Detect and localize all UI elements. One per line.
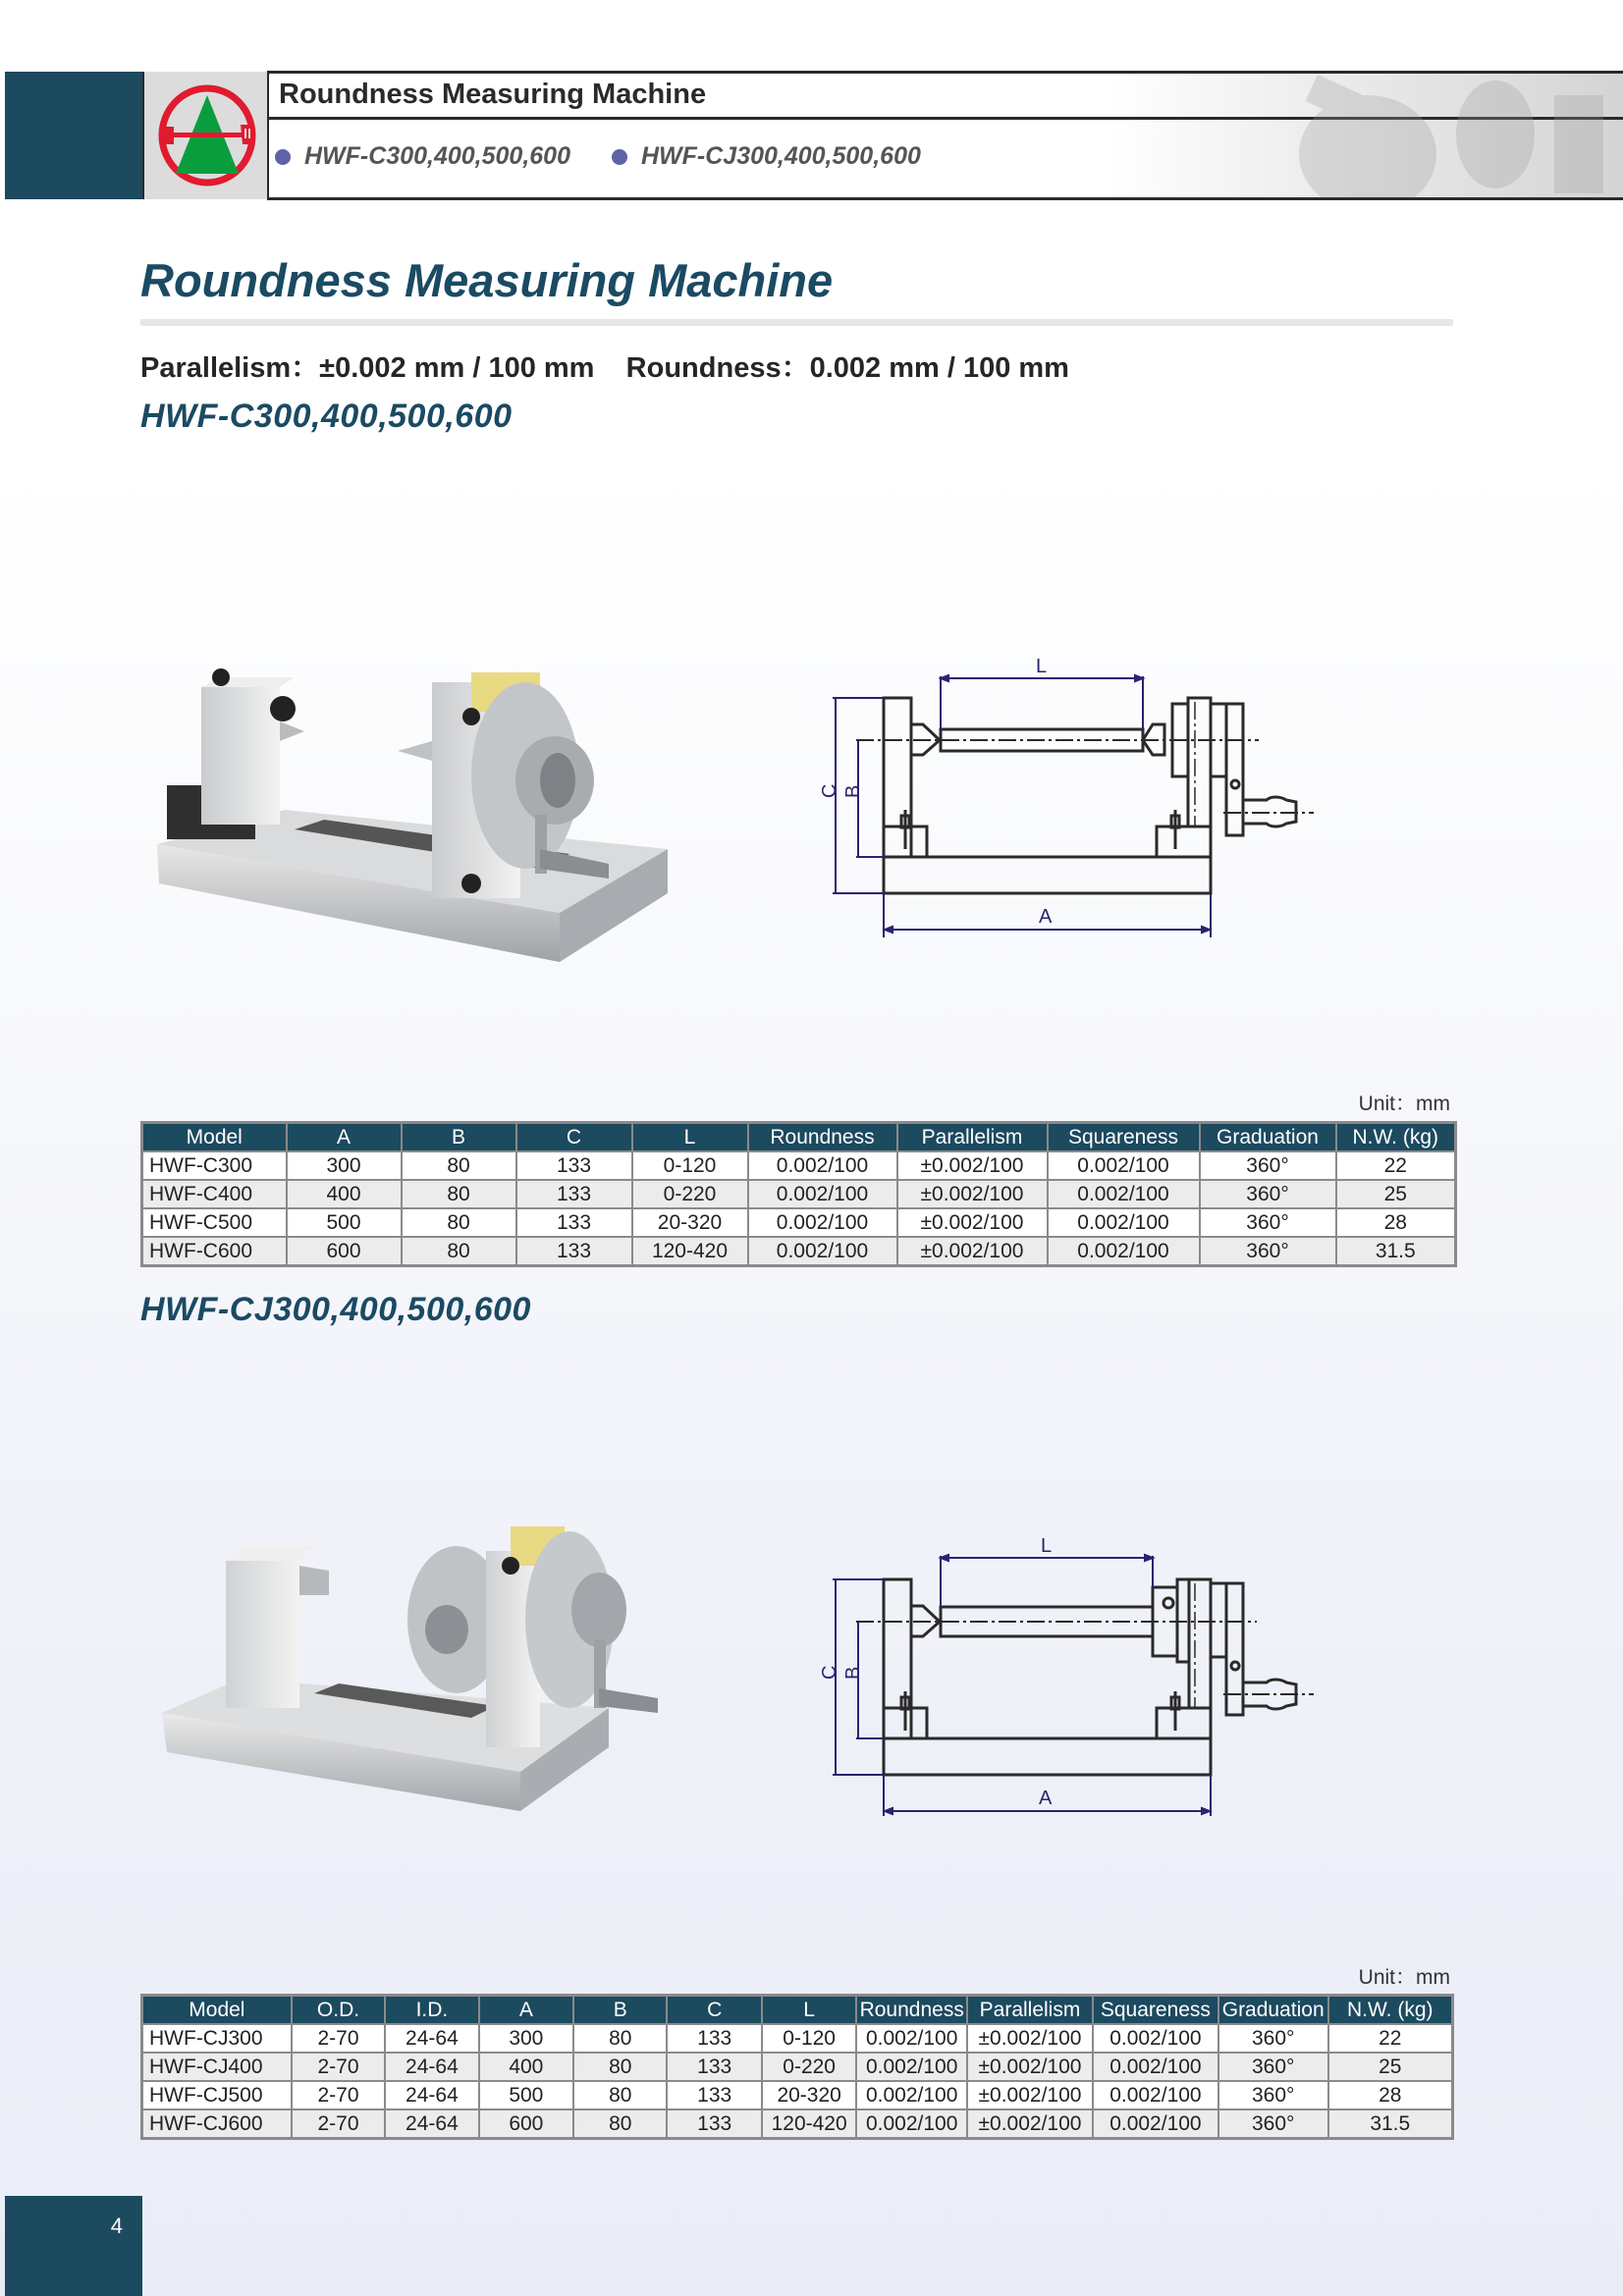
cell: 80 bbox=[573, 2053, 667, 2081]
cell: 80 bbox=[402, 1208, 516, 1237]
cell: 0.002/100 bbox=[1048, 1151, 1200, 1180]
cell: 360° bbox=[1218, 2081, 1328, 2109]
table-row bbox=[142, 2024, 1453, 2053]
cell: 133 bbox=[516, 1180, 632, 1208]
cell: 31.5 bbox=[1328, 2109, 1453, 2139]
cell: 133 bbox=[667, 2109, 761, 2139]
cell: 600 bbox=[479, 2109, 573, 2139]
hwf-logo-icon bbox=[156, 83, 258, 187]
cell-model: HWF-CJ600 bbox=[142, 2109, 292, 2139]
spec-table-c bbox=[140, 1121, 1457, 1267]
table-row bbox=[142, 1151, 1456, 1180]
cell: 0.002/100 bbox=[1093, 2053, 1218, 2081]
col-header: Parallelism bbox=[897, 1123, 1048, 1152]
spec-table-cj bbox=[140, 1994, 1454, 2140]
cell: 133 bbox=[516, 1208, 632, 1237]
cell-model: HWF-CJ400 bbox=[142, 2053, 292, 2081]
col-header: Squareness bbox=[1093, 1996, 1218, 2025]
cell: 0.002/100 bbox=[856, 2109, 967, 2139]
cell-model: HWF-CJ500 bbox=[142, 2081, 292, 2109]
cell: 0.002/100 bbox=[1048, 1180, 1200, 1208]
dim-label-a: A bbox=[1039, 1788, 1053, 1809]
cell: 31.5 bbox=[1336, 1237, 1456, 1266]
cell: 360° bbox=[1200, 1237, 1336, 1266]
cell: 0.002/100 bbox=[748, 1237, 897, 1266]
header-title: Roundness Measuring Machine bbox=[279, 79, 707, 110]
col-header: Squareness bbox=[1048, 1123, 1200, 1152]
col-header: N.W. (kg) bbox=[1336, 1123, 1456, 1152]
section-heading-cj: HWF-CJ300,400,500,600 bbox=[140, 1291, 531, 1328]
cell: 0.002/100 bbox=[1093, 2081, 1218, 2109]
unit-label-cj: Unit：mm bbox=[1358, 1966, 1450, 1989]
col-header: Model bbox=[142, 1123, 287, 1152]
cell: 0.002/100 bbox=[748, 1208, 897, 1237]
table-header-row bbox=[142, 1123, 1456, 1152]
col-header: L bbox=[762, 1996, 856, 2025]
cell: 0.002/100 bbox=[856, 2081, 967, 2109]
cell: 2-70 bbox=[292, 2053, 385, 2081]
cell: 28 bbox=[1328, 2081, 1453, 2109]
section-heading-c: HWF-C300,400,500,600 bbox=[140, 398, 513, 435]
col-header: C bbox=[667, 1996, 761, 2025]
cell: 0-120 bbox=[632, 1151, 748, 1180]
dim-label-l: L bbox=[1041, 1535, 1053, 1557]
page-number: 4 bbox=[110, 2214, 123, 2238]
col-header: Roundness bbox=[856, 1996, 967, 2025]
cell-model: HWF-C300 bbox=[142, 1151, 287, 1180]
header-machine-watermark-icon bbox=[1201, 76, 1613, 197]
col-header: I.D. bbox=[385, 1996, 478, 2025]
cell: ±0.002/100 bbox=[897, 1151, 1048, 1180]
unit-label-c: Unit：mm bbox=[1358, 1093, 1450, 1115]
col-header: B bbox=[402, 1123, 516, 1152]
cell: 120-420 bbox=[762, 2109, 856, 2139]
cell: 360° bbox=[1218, 2109, 1328, 2139]
table-row bbox=[142, 1208, 1456, 1237]
cell: 0.002/100 bbox=[856, 2024, 967, 2053]
table-row bbox=[142, 2109, 1453, 2139]
bullet-icon bbox=[612, 149, 627, 165]
page-number-block bbox=[5, 2196, 142, 2296]
cell: 80 bbox=[573, 2081, 667, 2109]
col-header: O.D. bbox=[292, 1996, 385, 2025]
product-photo-cj-series bbox=[147, 1512, 736, 1836]
cell-model: HWF-C600 bbox=[142, 1237, 287, 1266]
technical-drawing-cj-series bbox=[805, 1517, 1483, 1821]
cell-model: HWF-C400 bbox=[142, 1180, 287, 1208]
page-title: Roundness Measuring Machine bbox=[140, 254, 834, 306]
cell: 120-420 bbox=[632, 1237, 748, 1266]
cell: 24-64 bbox=[385, 2053, 478, 2081]
cell: 600 bbox=[287, 1237, 402, 1266]
cell: ±0.002/100 bbox=[897, 1237, 1048, 1266]
cell: 133 bbox=[667, 2024, 761, 2053]
cell: 24-64 bbox=[385, 2081, 478, 2109]
cell: ±0.002/100 bbox=[967, 2053, 1093, 2081]
cell: 360° bbox=[1200, 1151, 1336, 1180]
cell: 0-220 bbox=[632, 1180, 748, 1208]
cell: 20-320 bbox=[632, 1208, 748, 1237]
technical-drawing-c-series bbox=[805, 643, 1483, 937]
dim-label-l: L bbox=[1036, 656, 1048, 677]
cell: ±0.002/100 bbox=[897, 1180, 1048, 1208]
header-color-block bbox=[5, 72, 142, 199]
col-header: N.W. (kg) bbox=[1328, 1996, 1453, 2025]
cell: 0.002/100 bbox=[748, 1151, 897, 1180]
col-header: Roundness bbox=[748, 1123, 897, 1152]
col-header: A bbox=[287, 1123, 402, 1152]
cell: 80 bbox=[402, 1237, 516, 1266]
cell: ±0.002/100 bbox=[967, 2109, 1093, 2139]
cell: 360° bbox=[1218, 2024, 1328, 2053]
dim-label-b: B bbox=[842, 784, 864, 798]
cell: 25 bbox=[1336, 1180, 1456, 1208]
col-header: C bbox=[516, 1123, 632, 1152]
cell: 133 bbox=[667, 2081, 761, 2109]
cell: 500 bbox=[287, 1208, 402, 1237]
cell: 2-70 bbox=[292, 2024, 385, 2053]
cell: 22 bbox=[1336, 1151, 1456, 1180]
cell: 80 bbox=[402, 1151, 516, 1180]
cell-model: HWF-C500 bbox=[142, 1208, 287, 1237]
cell: 360° bbox=[1200, 1208, 1336, 1237]
cell: 0.002/100 bbox=[1048, 1208, 1200, 1237]
cell: ±0.002/100 bbox=[897, 1208, 1048, 1237]
cell: 133 bbox=[667, 2053, 761, 2081]
cell: 0.002/100 bbox=[1093, 2109, 1218, 2139]
product-photo-c-series bbox=[147, 648, 736, 972]
logo-box bbox=[142, 72, 267, 199]
table-row bbox=[142, 2053, 1453, 2081]
cell: ±0.002/100 bbox=[967, 2024, 1093, 2053]
cell: 500 bbox=[479, 2081, 573, 2109]
bullet-icon bbox=[275, 149, 291, 165]
cell: 2-70 bbox=[292, 2109, 385, 2139]
col-header: Parallelism bbox=[967, 1996, 1093, 2025]
cell: 0.002/100 bbox=[748, 1180, 897, 1208]
cell: 0.002/100 bbox=[856, 2053, 967, 2081]
table-row bbox=[142, 1180, 1456, 1208]
col-header: A bbox=[479, 1996, 573, 2025]
dim-label-c: C bbox=[819, 783, 840, 798]
cell: 0-220 bbox=[762, 2053, 856, 2081]
cell: 360° bbox=[1200, 1180, 1336, 1208]
cell: 22 bbox=[1328, 2024, 1453, 2053]
cell: 133 bbox=[516, 1151, 632, 1180]
cell: 0.002/100 bbox=[1093, 2024, 1218, 2053]
cell: 80 bbox=[573, 2109, 667, 2139]
table-row bbox=[142, 1237, 1456, 1266]
table-row bbox=[142, 2081, 1453, 2109]
header-model-cj: HWF-CJ300,400,500,600 bbox=[640, 142, 921, 170]
cell: 80 bbox=[402, 1180, 516, 1208]
dim-label-b: B bbox=[842, 1666, 864, 1680]
col-header: Model bbox=[142, 1996, 292, 2025]
cell: 24-64 bbox=[385, 2024, 478, 2053]
cell: 400 bbox=[287, 1180, 402, 1208]
dim-label-c: C bbox=[819, 1665, 840, 1680]
cell: 80 bbox=[573, 2024, 667, 2053]
col-header: L bbox=[632, 1123, 748, 1152]
col-header: B bbox=[573, 1996, 667, 2025]
cell: 2-70 bbox=[292, 2081, 385, 2109]
accuracy-spec-line: Parallelism：±0.002 mm / 100 mm Roundness：0.002 mm / 100 mm bbox=[140, 352, 1069, 384]
cell: 20-320 bbox=[762, 2081, 856, 2109]
cell: 400 bbox=[479, 2053, 573, 2081]
header-bar bbox=[267, 71, 1623, 200]
cell: 25 bbox=[1328, 2053, 1453, 2081]
title-divider bbox=[140, 319, 1453, 326]
cell: 360° bbox=[1218, 2053, 1328, 2081]
cell: 300 bbox=[287, 1151, 402, 1180]
cell: 300 bbox=[479, 2024, 573, 2053]
cell: 0-120 bbox=[762, 2024, 856, 2053]
cell: 0.002/100 bbox=[1048, 1237, 1200, 1266]
cell: 28 bbox=[1336, 1208, 1456, 1237]
col-header: Graduation bbox=[1200, 1123, 1336, 1152]
table-header-row bbox=[142, 1996, 1453, 2025]
cell-model: HWF-CJ300 bbox=[142, 2024, 292, 2053]
col-header: Graduation bbox=[1218, 1996, 1328, 2025]
header-model-c: HWF-C300,400,500,600 bbox=[304, 142, 570, 170]
header-model-list bbox=[275, 142, 921, 171]
cell: ±0.002/100 bbox=[967, 2081, 1093, 2109]
dim-label-a: A bbox=[1039, 906, 1053, 928]
cell: 24-64 bbox=[385, 2109, 478, 2139]
cell: 133 bbox=[516, 1237, 632, 1266]
